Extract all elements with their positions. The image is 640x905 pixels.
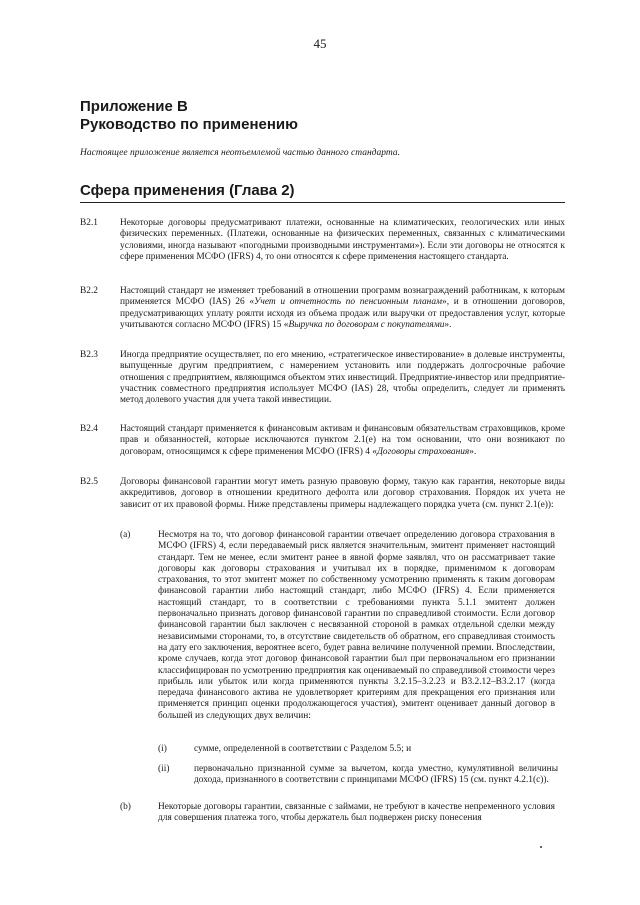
paragraph-number: B2.2: [80, 286, 98, 296]
scan-speck: [540, 846, 542, 848]
subparagraph-text: Несмотря на то, что договор финансовой гарантии отвечает определению договора страхования в МСФО (IFRS) 4, если передаваемый риск является значительным, эмитент применяет настоящий стандарт. Тем не менее, если эмитент ранее в явной форме заявлял, что он рассматривает такие договоры как договоры страхования и учитывал их в порядке, применимом к договорам страхования, то этот эмитент может по собственному усмотрению применять к таким договорам финансовой гарантии либо настоящий стандарт, либо МСФО (IFRS) 4. Если применяется настоящий стандарт, то в соответствии с требованиями пункта 5.1.1 эмитент должен первоначально признать договор финансовой гарантии по справедливой стоимости. Если договор финансовой гарантии был заключен с несвязанной стороной в рамках отдельной сделки между независимыми сторонами, то, в отсутствие свидетельств об обратном, его справедливая стоимость на дату его заключения, вероятнее всего, будет равна величине полученной премии. Впоследствии, кроме случаев, когда этот договор финансовой гарантии был при первоначальном его признании классифицирован по усмотрению предприятия как оцениваемый по справедливой стоимости через прибыль или убыток или когда применяются пункты 3.2.15–3.2.23 и B3.2.12–B3.2.17 (когда передача финансового актива не удовлетворяет критериям для прекращения его признания или применяется принцип оценки продолжающегося участия), эмитент оценивает данный договор в большей из следующих двух величин:: [158, 530, 556, 721]
page-number: 45: [313, 36, 327, 51]
section-divider: [80, 202, 565, 203]
paragraph-b2-4: [80, 424, 565, 458]
standard-title: Учет и отчетность по пенсионным планам: [254, 297, 442, 308]
subparagraph-label: (a): [120, 530, 131, 540]
list-item-i: [158, 744, 558, 755]
text-part: Настоящий стандарт применяется к финансовым активам и финансовым обязательствам страховщиков, кроме прав и обязанностей, которые исключаются пунктом 2.1(e) на том основании, что они возникают по договорам, относящимся к сфере применения МСФО (IFRS) 4 «: [120, 424, 565, 457]
text-part: ».: [444, 319, 452, 330]
paragraph-text: Договоры финансовой гарантии могут иметь разную правовую форму, такую как гарантия, некоторые виды аккредитивов, договор в отношении кредитного дефолта или договор страхования. Порядок их учета не зависит от их правовой формы. Ниже представлены примеры надлежащего порядка учета (см. пункт 2.1(e)):: [120, 477, 565, 510]
subparagraph-label: (b): [120, 802, 131, 812]
paragraph-b2-3: [80, 350, 565, 406]
section-heading: Сфера применения (Глава 2): [80, 182, 295, 199]
paragraph-b2-5: [80, 477, 565, 511]
paragraph-text: Иногда предприятие осуществляет, по его мнению, «стратегическое инвестирование» в долевые инструменты, выпущенные другим предприятием, с намерением установить или поддержать долгосрочные рабочие отношения с предприятием, являющимся объектом этих инвестиций. Предприятие-инвестор или предприятие-участник совместного предприятия использует МСФО (IAS) 28, чтобы определить, следует ли применять метод долевого участия для учета такой инвестиции.: [120, 350, 565, 406]
paragraph-b2-1: [80, 218, 565, 263]
paragraph-text: [120, 286, 565, 331]
paragraph-number: B2.4: [80, 424, 98, 434]
text-part: Настоящий стандарт не изменяет требований в отношении программ вознаграждений работникам, к которым применяется МСФО (IAS) 26 «: [120, 286, 565, 308]
text-part: ».: [469, 446, 477, 457]
paragraph-number: B2.3: [80, 350, 98, 360]
text-part: », и в отношении договоров, предусматривающих уплату роялти исходя из объема продаж или выручки от предоставления услуг, которые учитываются согласно МСФО (IFRS) 15 «: [120, 297, 565, 330]
paragraph-b2-2: [80, 286, 565, 331]
subparagraph-b: [120, 802, 555, 825]
list-item-text: сумме, определенной в соответствии с Разделом 5.5; и: [194, 744, 412, 754]
paragraph-number: B2.5: [80, 477, 98, 487]
subparagraph-a: [120, 530, 555, 722]
list-item-text: первоначально признанной сумме за вычетом, когда уместно, кумулятивной величины дохода, признанного в соответствии с принципами МСФО (IFRS) 15 (см. пункт 4.2.1(c)).: [194, 764, 558, 786]
appendix-title: Приложение В: [80, 98, 188, 115]
list-item-label: (ii): [158, 764, 170, 774]
paragraph-text: Некоторые договоры предусматривают платежи, основанные на климатических, геологических или иных физических переменных. (Платежи, основанные на физических переменных, связанных с климатическими условиями, иногда называют «погодными производными инструментами»). Если эти договоры не относятся к сфере применения МСФО (IFRS) 4, то они относятся к сфере применения настоящего стандарта.: [120, 218, 565, 262]
appendix-note: Настоящее приложение является неотъемлемой частью данного стандарта.: [80, 148, 400, 158]
list-item-ii: [158, 764, 558, 787]
subparagraph-text: Некоторые договоры гарантии, связанные с займами, не требуют в качестве непременного условия для совершения платежа того, чтобы держатель был подвержен риску понесения: [158, 802, 555, 824]
list-item-label: (i): [158, 744, 167, 754]
standard-title: Выручка по договорам с покупателями: [288, 319, 445, 330]
standard-title: Договоры страхования: [376, 446, 470, 457]
paragraph-number: B2.1: [80, 218, 98, 228]
paragraph-text: [120, 424, 565, 458]
appendix-subtitle: Руководство по применению: [80, 116, 298, 133]
